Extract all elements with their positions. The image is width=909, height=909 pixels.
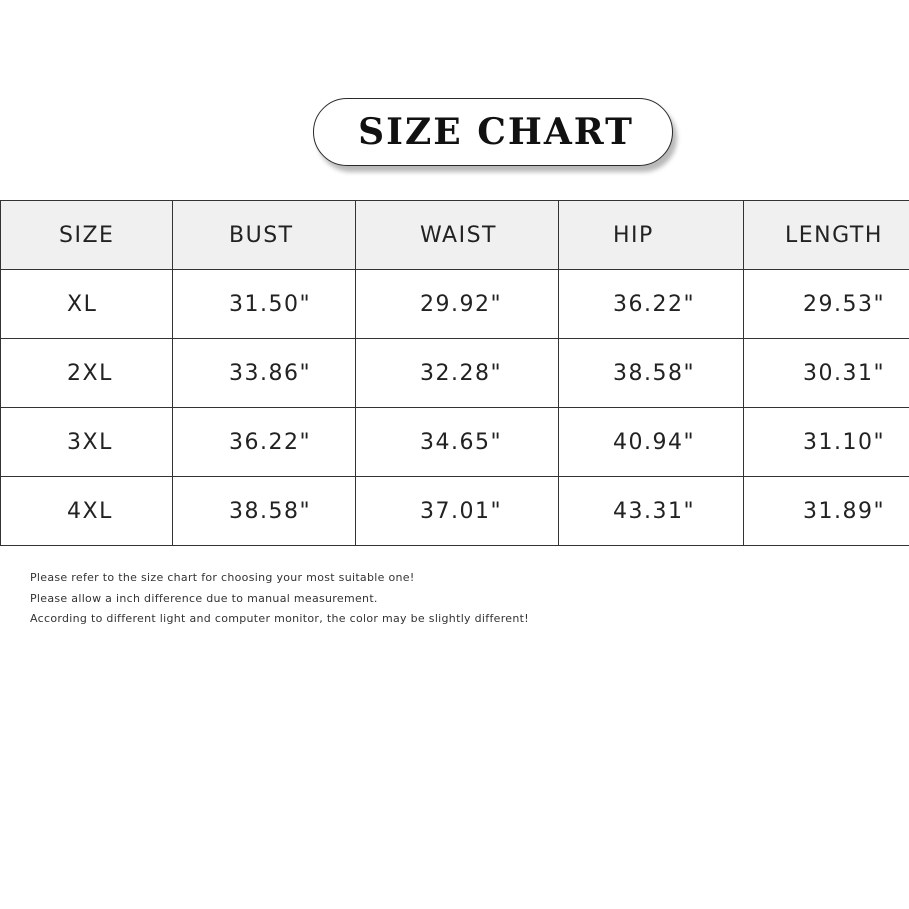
cell-length: 29.53" xyxy=(744,270,909,339)
title-badge xyxy=(313,98,673,166)
header-bust: BUST xyxy=(173,201,356,270)
table-row xyxy=(1,339,909,408)
table-row xyxy=(1,477,909,546)
header-hip: HIP xyxy=(559,201,744,270)
header-length: LENGTH xyxy=(744,201,909,270)
cell-waist: 32.28" xyxy=(356,339,559,408)
table-row xyxy=(1,408,909,477)
size-notes xyxy=(30,568,529,630)
cell-hip: 38.58" xyxy=(559,339,744,408)
cell-size: 3XL xyxy=(1,408,173,477)
cell-length: 31.89" xyxy=(744,477,909,546)
table-header-row xyxy=(1,201,909,270)
cell-size: XL xyxy=(1,270,173,339)
cell-hip: 36.22" xyxy=(559,270,744,339)
header-waist: WAIST xyxy=(356,201,559,270)
note-measurement: Please allow a inch difference due to manual measurement. xyxy=(30,591,378,605)
cell-hip: 43.31" xyxy=(559,477,744,546)
size-chart-table xyxy=(0,200,909,546)
cell-bust: 36.22" xyxy=(173,408,356,477)
cell-bust: 33.86" xyxy=(173,339,356,408)
page-title: SIZE CHART xyxy=(358,111,634,153)
cell-waist: 37.01" xyxy=(356,477,559,546)
cell-length: 30.31" xyxy=(744,339,909,408)
note-size-chart: Please refer to the size chart for choosing your most suitable one! xyxy=(30,571,415,584)
cell-waist: 34.65" xyxy=(356,408,559,477)
cell-bust: 38.58" xyxy=(173,477,356,546)
cell-size: 4XL xyxy=(1,477,173,546)
note-color: According to different light and computer monitor, the color may be slightly different! xyxy=(30,612,529,625)
cell-length: 31.10" xyxy=(744,408,909,477)
cell-size: 2XL xyxy=(1,339,173,408)
cell-bust: 31.50" xyxy=(173,270,356,339)
cell-waist: 29.92" xyxy=(356,270,559,339)
cell-hip: 40.94" xyxy=(559,408,744,477)
header-size: SIZE xyxy=(1,201,173,270)
table-row xyxy=(1,270,909,339)
